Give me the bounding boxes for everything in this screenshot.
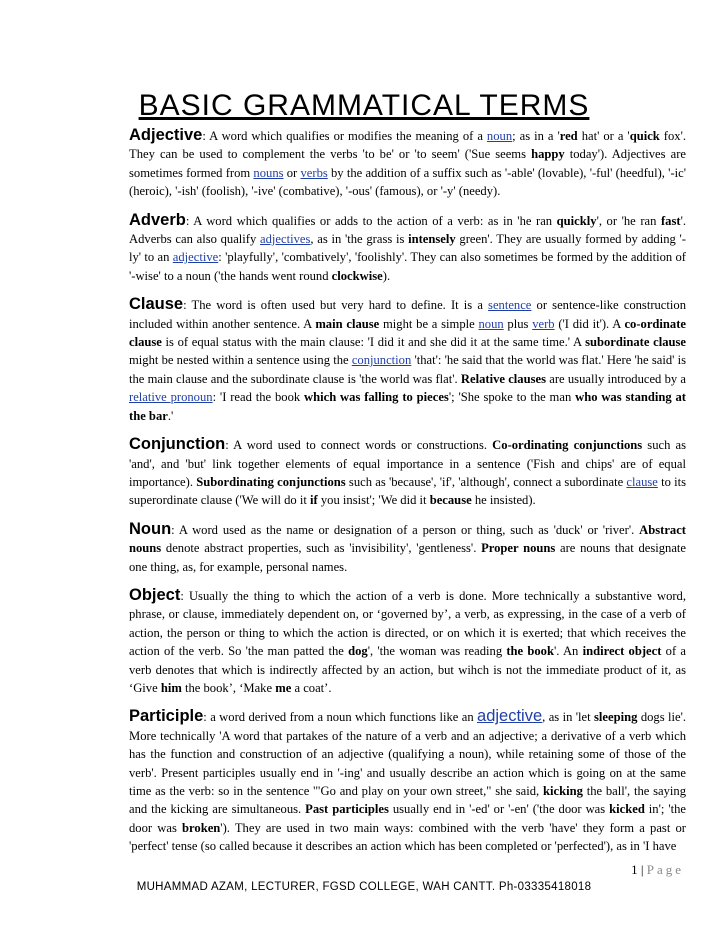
entry-text: : A word which qualifies or adds to the action of a verb: as in 'he ran — [185, 213, 557, 228]
bold-example: happy — [531, 147, 565, 162]
bold-example: clockwise — [331, 268, 383, 283]
glossary-entry-participle — [129, 707, 686, 855]
bold-example: him — [160, 680, 182, 695]
term-link[interactable]: conjunction — [351, 353, 412, 368]
bold-example: Subordinating conjunctions — [196, 474, 346, 489]
term-link[interactable]: clause — [626, 474, 658, 489]
bold-example: Proper nouns — [481, 541, 556, 556]
bold-example: because — [429, 493, 472, 508]
entry-text: you insist'; 'We did it — [317, 493, 430, 508]
entry-text: '; 'She spoke to the man — [448, 390, 576, 405]
bold-example: intensely — [408, 232, 456, 247]
entry-text: or — [283, 165, 301, 180]
term-link[interactable]: verb — [532, 316, 555, 331]
bold-example: Relative clauses — [460, 371, 547, 386]
term-link[interactable]: adjective — [477, 707, 543, 726]
entry-text: the ball', the saying and the kicking are simultaneous. — [129, 784, 686, 817]
entry-text: today'). Adjectives are sometimes formed from — [129, 147, 686, 180]
bold-example: Past participles — [305, 802, 389, 817]
bold-example: Abstract nouns — [129, 522, 686, 556]
entry-term: Adverb — [129, 210, 186, 229]
entry-text: 'that': 'he said that the world was flat.' Here 'he said' is the main clause and the subordinate clause is 'the world was flat'. — [129, 353, 686, 386]
bold-example: me — [275, 680, 292, 695]
bold-example: the book — [506, 644, 554, 659]
bold-example: which was falling to pieces — [304, 390, 449, 405]
bold-example: co-ordinate clause — [129, 316, 686, 350]
entry-text: : 'playfully', 'combatively', 'foolishly'. They can also sometimes be formed by the addition of '-wise' to a noun ('the hands went round — [129, 250, 686, 283]
entry-text: : A word which qualifies or modifies the meaning of a — [202, 129, 487, 143]
term-link[interactable]: sentence — [488, 298, 532, 313]
page-footer: MUHAMMAD AZAM, LECTURER, FGSD COLLEGE, WAH CANTT. Ph-03335418018 — [136, 881, 592, 893]
entry-text: to its superordinate clause ('We will do it — [129, 474, 687, 508]
glossary-entry-object — [129, 586, 686, 697]
entry-term: Clause — [129, 295, 184, 314]
entry-text: : 'I read the book — [212, 390, 305, 405]
entry-text: ', or 'he ran — [596, 213, 661, 228]
glossary-content — [129, 126, 686, 866]
term-link[interactable]: noun — [486, 129, 513, 143]
entry-text: such as 'because', 'if', 'although', connect a subordinate — [345, 474, 627, 489]
entry-text: or sentence-like construction included within another sentence. A — [129, 298, 686, 331]
bold-example: fast — [660, 213, 681, 228]
glossary-entry-clause — [129, 295, 686, 425]
bold-example: subordinate clause — [585, 335, 686, 350]
entry-text: is of equal status with the main clause: 'I did it and she did it at the same time.' A — [161, 335, 586, 350]
bold-example: sleeping — [594, 710, 638, 725]
term-link[interactable]: verbs — [300, 165, 328, 180]
bold-example: who was standing at the bar — [129, 390, 687, 423]
bold-example: kicking — [543, 784, 583, 798]
entry-text: a coat’. — [291, 680, 332, 695]
entry-text: the book’, ‘Make — [181, 680, 276, 695]
page-number — [631, 862, 684, 878]
glossary-entry-adjective — [129, 126, 686, 201]
glossary-entry-noun — [129, 520, 686, 576]
page-number-value: 1 — [631, 862, 638, 877]
entry-text: green'. They are usually formed by adding '-ly' to an — [129, 232, 686, 265]
entry-text: , as in 'let — [542, 710, 595, 725]
entry-text: ', 'the woman was reading — [367, 644, 507, 659]
entry-text: : The word is often used but very hard to define. It is a — [183, 298, 489, 313]
entry-term: Noun — [129, 519, 172, 538]
term-link[interactable]: noun — [478, 316, 504, 331]
entry-text: fox'. They can be used to complement the verbs 'to be' or 'to seem' ('Sue seems — [129, 129, 686, 162]
entry-text: .' — [167, 408, 174, 423]
entry-text: ). — [382, 268, 391, 283]
page-title: BASIC GRAMMATICAL TERMS — [138, 89, 590, 122]
glossary-entry-adverb — [129, 211, 686, 286]
entry-text: plus — [503, 316, 533, 331]
term-link[interactable]: nouns — [253, 165, 284, 180]
entry-text: hat' or a ' — [577, 129, 630, 143]
term-link[interactable]: adjective — [172, 250, 219, 265]
entry-text: in'; 'the door was — [129, 802, 686, 835]
entry-text: , as in 'the grass is — [310, 232, 409, 247]
entry-text: '). They are used in two main ways: combined with the verb 'have' they form a past or 'perfect' tense (so called because it describes an action which has been completed or 'perfected'), as in 'I have — [129, 820, 686, 854]
bold-example: if — [310, 493, 318, 508]
entry-term: Adjective — [129, 126, 203, 144]
bold-example: indirect object — [582, 644, 662, 659]
entry-text: might be a simple — [379, 316, 479, 331]
term-link[interactable]: relative pronoun — [129, 390, 213, 405]
entry-text: : Usually the thing to which the action of a verb is done. More technically a substantive word, phrase, or clause, immediately dependent on, or ‘governed by’, a verb, as expressing, in the case of a verb of action, the person or thing to which the action is directed, or on which it is exerted; that which receives the action of the verb. So 'the man patted the — [129, 588, 686, 659]
bold-example: kicked — [609, 802, 645, 817]
bold-example: quickly — [556, 213, 597, 228]
entry-text: he insisted). — [471, 493, 536, 508]
entry-text: such as 'and', and 'but' link together elements of equal importance in a sentence ('Fish and chips' are of equal importance). — [129, 438, 687, 489]
entry-text: are usually introduced by a — [546, 371, 687, 386]
entry-text: : A word used to connect words or constructions. — [225, 438, 493, 453]
entry-term: Object — [129, 585, 181, 604]
entry-text: might be nested within a sentence using the — [129, 353, 352, 368]
entry-text: ('I did it'). A — [554, 316, 625, 331]
glossary-entry-conjunction — [129, 435, 686, 510]
bold-example: main clause — [315, 316, 380, 331]
entry-text: dogs lie'. More technically 'A word that partakes of the nature of a verb and an adjective; a derivative of a verb which has the function and construction of an adjective (qualifying a noun), while retaining some of those of the verb'. Present participles usually end in '-ing' and usually describe an action which is going on at the same time as the verb: so in the sentence '"Go and play on your own street," she said, — [129, 710, 687, 798]
entry-text: usually end in '-ed' or '-en' ('the door was — [388, 802, 610, 817]
bold-example: red — [559, 129, 578, 143]
entry-term: Conjunction — [129, 435, 226, 454]
bold-example: quick — [629, 129, 660, 143]
entry-text: denote abstract properties, such as 'invisibility', 'gentleness'. — [161, 541, 482, 556]
page-word: Page — [646, 862, 684, 877]
entry-text: are nouns that designate one thing, as, for example, personal names. — [129, 541, 687, 574]
bold-example: broken — [182, 820, 221, 835]
entry-term: Participle — [129, 707, 204, 726]
term-link[interactable]: adjectives — [260, 232, 311, 247]
entry-text: : a word derived from a noun which functions like an — [203, 710, 478, 725]
page-number-separator: | — [640, 862, 644, 877]
entry-text: '. Adverbs can also qualify — [129, 213, 686, 247]
bold-example: Co-ordinating conjunctions — [492, 438, 643, 453]
bold-example: dog — [348, 644, 368, 659]
entry-text: '. An — [553, 644, 583, 659]
entry-text: of a verb denotes that which is indirectly affected by an action, but wihch is not the immediate product of it, as ‘Give — [129, 644, 686, 695]
entry-text: by the addition of a suffix such as '-able' (lovable), '-ful' (heedful), '-ic' (heroic), '-ish' (foolish), '-ive' (combative), '-ous' (famous), or '-y' (needy). — [129, 165, 686, 199]
entry-text: ; as in a ' — [512, 129, 560, 143]
entry-text: : A word used as the name or designation of a person or thing, such as 'duck' or 'river'. — [171, 522, 640, 537]
